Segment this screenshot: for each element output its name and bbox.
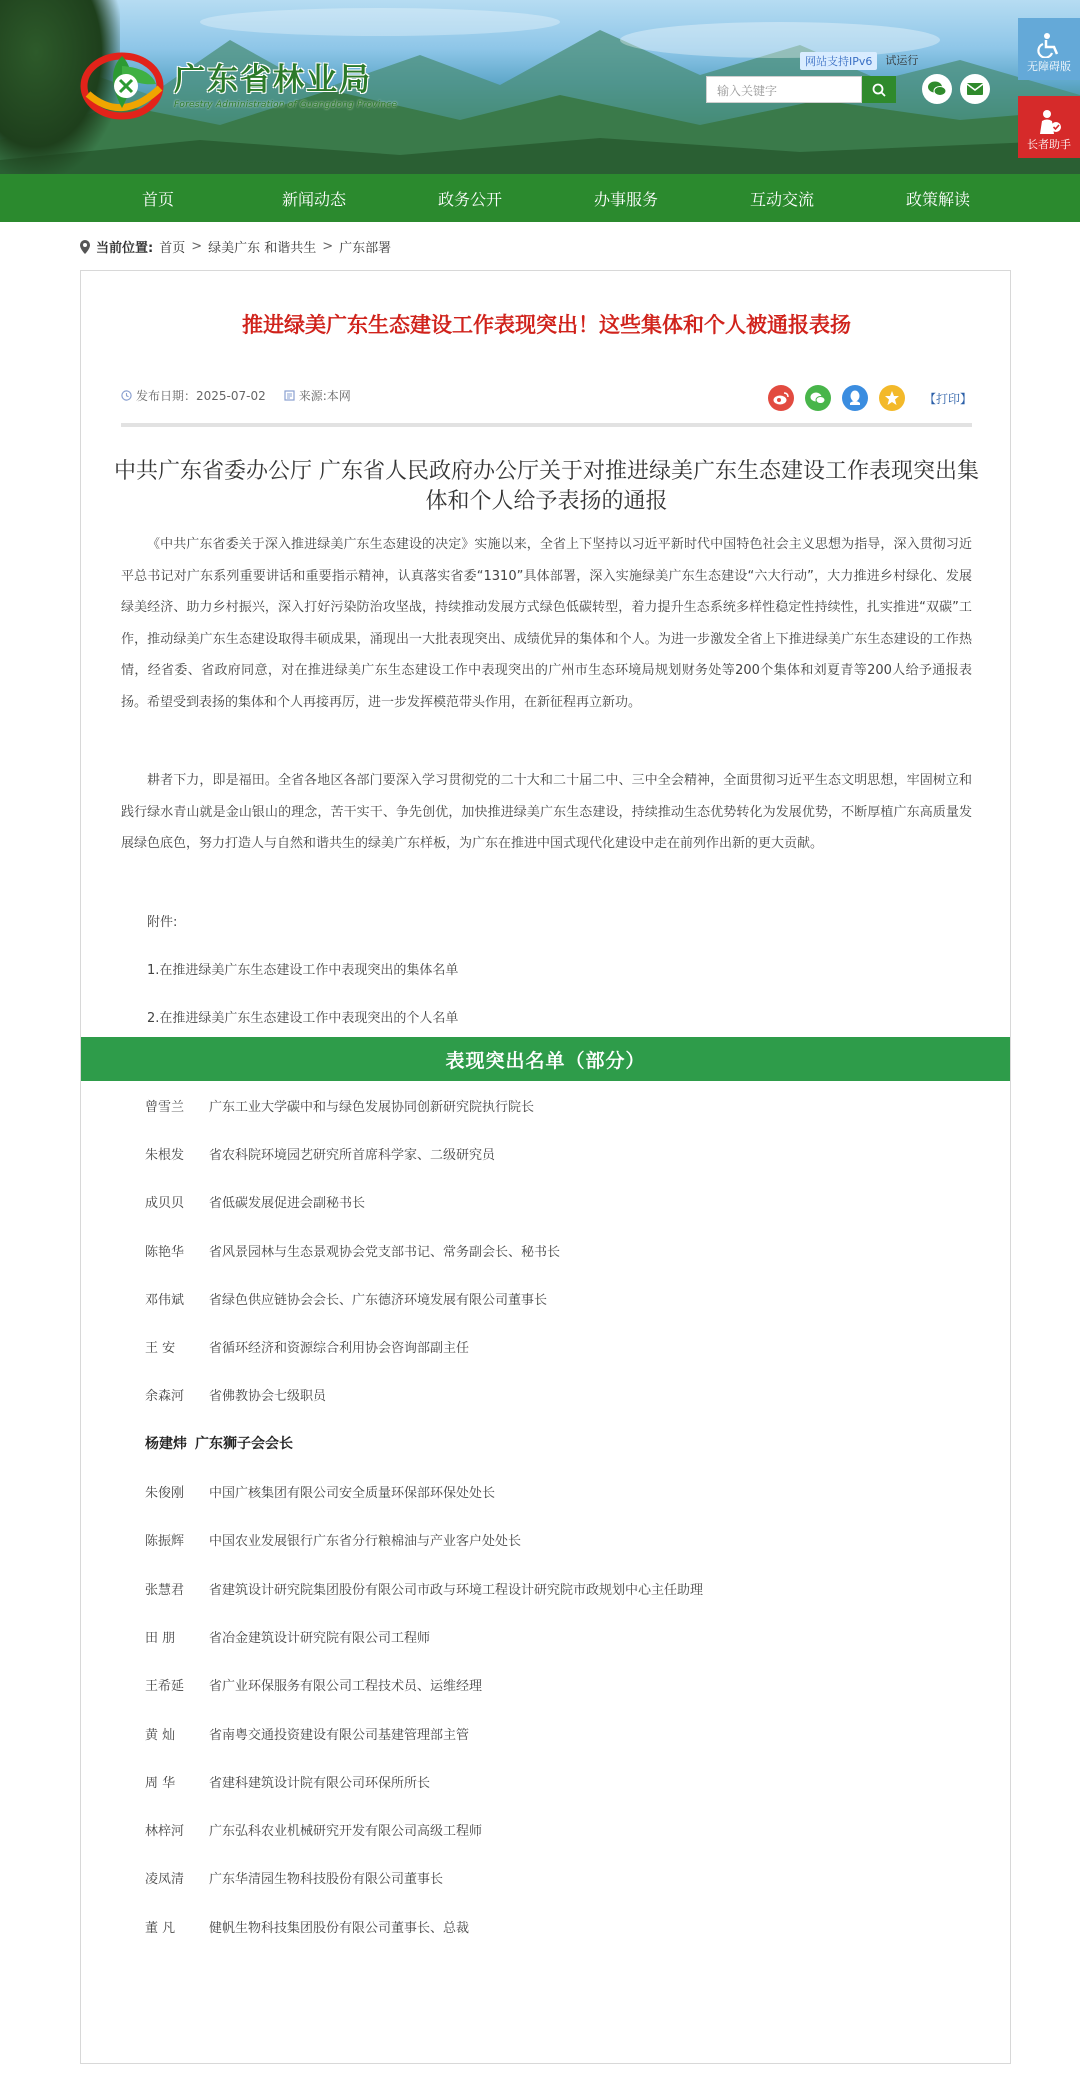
breadcrumb-home[interactable]: 首页: [159, 241, 186, 256]
elder-assistant-label: 长者助手: [1027, 138, 1071, 151]
search-icon: [872, 83, 886, 97]
share-bar: [768, 385, 972, 411]
email-button[interactable]: [960, 74, 990, 104]
publish-date: 发布日期：2025-07-02: [136, 389, 266, 403]
list-item: 田 朋 省冶金建筑设计研究院有限公司工程师: [145, 1630, 431, 1646]
list-item: 余森河 省佛教协会七级职员: [145, 1389, 327, 1405]
list-item: 周 华 省建科建筑设计院有限公司环保所所长: [145, 1775, 431, 1791]
article-card: [80, 270, 1011, 2064]
list-item: 张慧君 省建筑设计研究院集团股份有限公司市政与环境工程设计研究院市政规划中心主任助理: [145, 1582, 704, 1598]
list-item: 王 安 省循环经济和资源综合利用协会咨询部副主任: [145, 1341, 470, 1357]
title-divider: [121, 423, 972, 427]
logo-title: 广东省林业局: [174, 62, 372, 98]
wechat-button[interactable]: [922, 74, 952, 104]
nav-interaction[interactable]: 互动交流: [749, 189, 814, 209]
article-title: 推进绿美广东生态建设工作表现突出！这些集体和个人被通报表扬: [242, 313, 851, 337]
wechat-share-icon: [810, 391, 826, 405]
nav-policy[interactable]: 政策解读: [905, 189, 970, 209]
site-header: [0, 0, 1080, 174]
paragraph-2: 耕者下力，即是福田。全省各地区各部门要深入学习贯彻党的二十大和二十届二中、三中全会精神，全面贯彻习近平生态文明思想，牢固树立和践行绿水青山就是金山银山的理念，苦干实干、争先创优，加快推进绿美广东生态建设，持续推动生态优势转化为发展优势，不断厚植广东高质量发展绿色底色，努力打造人与自然和谐共生的绿美广东样板，为广东在推进中国式现代化建设中走在前列作出新的更大贡献。: [121, 773, 972, 851]
nav-services[interactable]: 办事服务: [593, 189, 658, 209]
share-qzone-button[interactable]: [879, 385, 905, 411]
list-item: 成贝贝 省低碳发展促进会副秘书长: [145, 1196, 366, 1212]
list-item: 朱俊刚 中国广核集团有限公司安全质量环保部环保处处长: [145, 1486, 496, 1502]
weibo-icon: [773, 391, 789, 405]
nav-home[interactable]: 首页: [141, 189, 174, 209]
attachment-1-link[interactable]: 1.在推进绿美广东生态建设工作中表现突出的集体名单: [147, 963, 459, 978]
share-wechat-button[interactable]: [805, 385, 831, 411]
search-button[interactable]: [862, 76, 896, 103]
search-input[interactable]: 输入关键字: [706, 76, 862, 103]
people-list: [145, 1081, 985, 1950]
wheelchair-icon: [1036, 32, 1062, 58]
source-icon: [284, 390, 295, 401]
logo-emblem-icon: [78, 44, 170, 120]
share-weibo-button[interactable]: [768, 385, 794, 411]
site-logo[interactable]: [78, 44, 397, 120]
list-item: 董 凡 健帆生物科技集团股份有限公司董事长、总裁: [145, 1920, 470, 1936]
list-item: 朱根发 省农科院环境园艺研究所首席科学家、二级研究员: [145, 1147, 496, 1163]
share-qq-button[interactable]: [842, 385, 868, 411]
accessibility-label: 无障碍版: [1027, 60, 1071, 73]
ipv6-badge: 网站支持IPv6: [800, 52, 877, 70]
list-banner: 表现突出名单（部分）: [81, 1037, 1010, 1081]
nav-news[interactable]: 新闻动态: [281, 189, 346, 209]
list-item: 林梓河 广东弘科农业机械研究开发有限公司高级工程师: [145, 1824, 483, 1840]
list-item: 陈艳华 省风景园林与生态景观协会党支部书记、常务副会长、秘书长: [145, 1244, 561, 1260]
breadcrumb: 当前位置: 首页 > 绿美广东 和谐共生 > 广东部署: [80, 237, 391, 256]
location-pin-icon: [80, 240, 90, 254]
attachments-label: 附件:: [147, 915, 178, 930]
breadcrumb-label: 当前位置:: [96, 241, 154, 256]
logo-subtitle: Forestry Administration of Guangdong Province: [174, 100, 398, 110]
trial-link[interactable]: 试运行: [885, 54, 919, 67]
list-item: 杨建炜 广东狮子会会长: [145, 1436, 293, 1453]
list-item: 陈振辉 中国农业发展银行广东省分行粮棉油与产业客户处处长: [145, 1534, 522, 1550]
star-icon: [884, 390, 900, 406]
nav-gov-affairs[interactable]: 政务公开: [437, 189, 502, 209]
list-item: 黄 灿 省南粤交通投资建设有限公司基建管理部主管: [145, 1727, 470, 1743]
breadcrumb-section[interactable]: 绿美广东 和谐共生: [208, 241, 317, 256]
document-title: 中共广东省委办公厅 广东省人民政府办公厅关于对推进绿美广东生态建设工作表现突出集体和个人给予表扬的通报: [114, 459, 979, 514]
list-item: 凌凤清 广东华清园生物科技股份有限公司董事长: [145, 1872, 444, 1888]
list-item: 邓伟斌 省绿色供应链协会会长、广东德济环境发展有限公司董事长: [145, 1292, 548, 1308]
main-nav: [0, 174, 1080, 222]
accessibility-button[interactable]: [1018, 18, 1080, 80]
print-link[interactable]: 【打印】: [924, 391, 973, 406]
email-icon: [966, 82, 984, 96]
list-item: 王希延 省广业环保服务有限公司工程技术员、运维经理: [145, 1679, 483, 1695]
elder-assistant-button[interactable]: [1018, 96, 1080, 158]
clock-icon: [121, 390, 132, 401]
attachment-2-link[interactable]: 2.在推进绿美广东生态建设工作中表现突出的个人名单: [147, 1011, 459, 1026]
elder-person-icon: [1035, 108, 1063, 136]
list-item: 曾雪兰 广东工业大学碳中和与绿色发展协同创新研究院执行院长: [145, 1099, 535, 1115]
wechat-icon: [927, 80, 947, 98]
paragraph-1: 《中共广东省委关于深入推进绿美广东生态建设的决定》实施以来，全省上下坚持以习近平新时代中国特色社会主义思想为指导，深入贯彻习近平总书记对广东系列重要讲话和重要指示精神，认真落实省委“1310”具体部署，深入实施绿美广东生态建设“六大行动”，大力推进乡村绿化、发展绿美经济、助力乡村振兴，深入打好污染防治攻坚战，持续推动发展方式绿色低碳转型，着力提升生态系统多样性稳定性持续性，扎实推进“双碳”工作，推动绿美广东生态建设取得丰硕成果，涌现出一大批表现突出、成绩优异的集体和个人。为进一步激发全省上下推进绿美广东生态建设的工作热情，经省委、省政府同意，对在推进绿美广东生态建设工作中表现突出的广州市生态环境局规划财务处等200个集体和刘夏青等200人给予通报表扬。希望受到表扬的集体和个人再接再厉，进一步发挥模范带头作用，在新征程再立新功。: [121, 537, 972, 710]
article-source: 来源:本网: [298, 389, 351, 403]
qq-icon: [849, 390, 861, 406]
breadcrumb-current[interactable]: 广东部署: [339, 241, 392, 256]
